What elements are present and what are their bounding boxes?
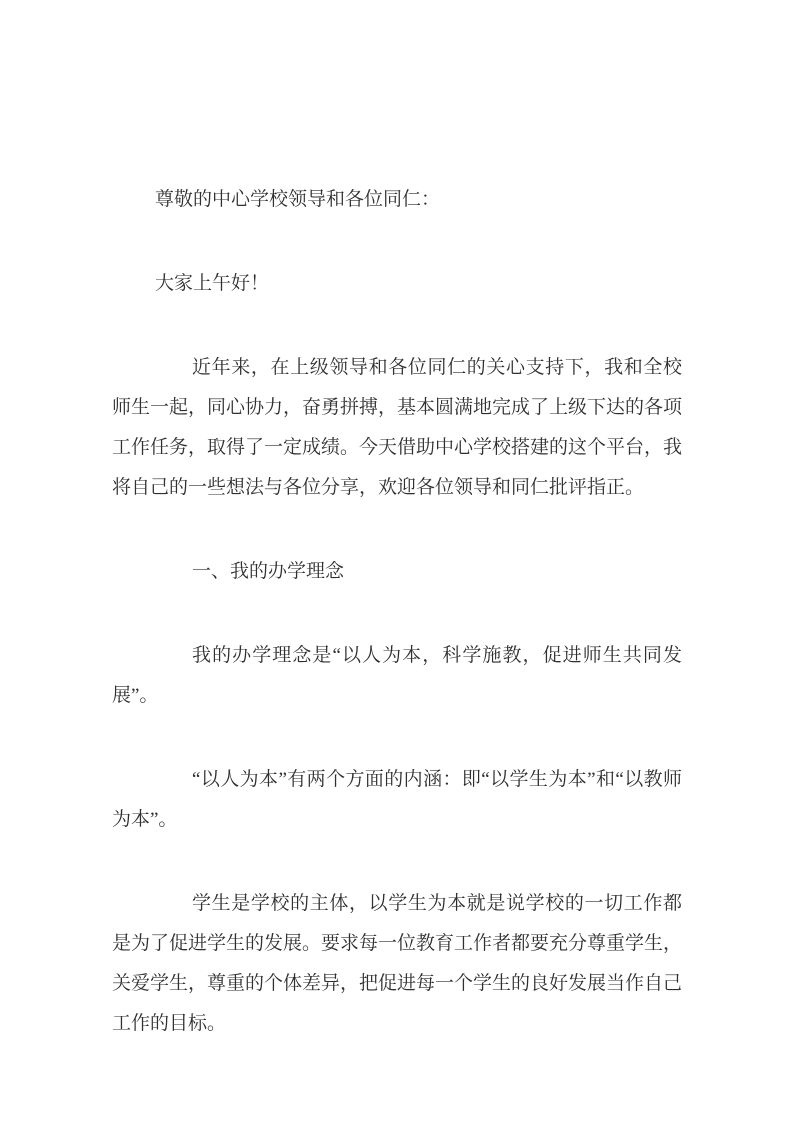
paragraph-student-oriented: 学生是学校的主体，以学生为本就是说学校的一切工作都是为了促进学生的发展。要求每一位教育工作者都要充分尊重学生，关爱学生，尊重的个体差异，把促进每一个学生的良好发展当作自己工作的目标。 [112,893,683,1034]
paragraph-philosophy: 我的办学理念是“以人为本，科学施教，促进师生共同发展”。 [112,645,682,706]
paragraph-people-oriented: “以人为本”有两个方面的内涵：即“以学生为本”和“以教师为本”。 [112,769,682,830]
paragraph-salutation: 尊敬的中心学校领导和各位同仁： [155,189,441,210]
paragraph-greeting: 大家上午好！ [155,273,270,294]
paragraph-intro: 近年来，在上级领导和各位同仁的关心支持下，我和全校师生一起，同心协力，奋勇拼搏，基本圆满地完成了上级下达的各项工作任务，取得了一定成绩。今天借助中心学校搭建的这个平台，我将自己的一些想法与各位分享，欢迎各位领导和同仁批评指正。 [112,357,683,498]
paragraph-section-1-heading: 一、我的办学理念 [192,561,345,582]
document-body [112,180,682,1088]
